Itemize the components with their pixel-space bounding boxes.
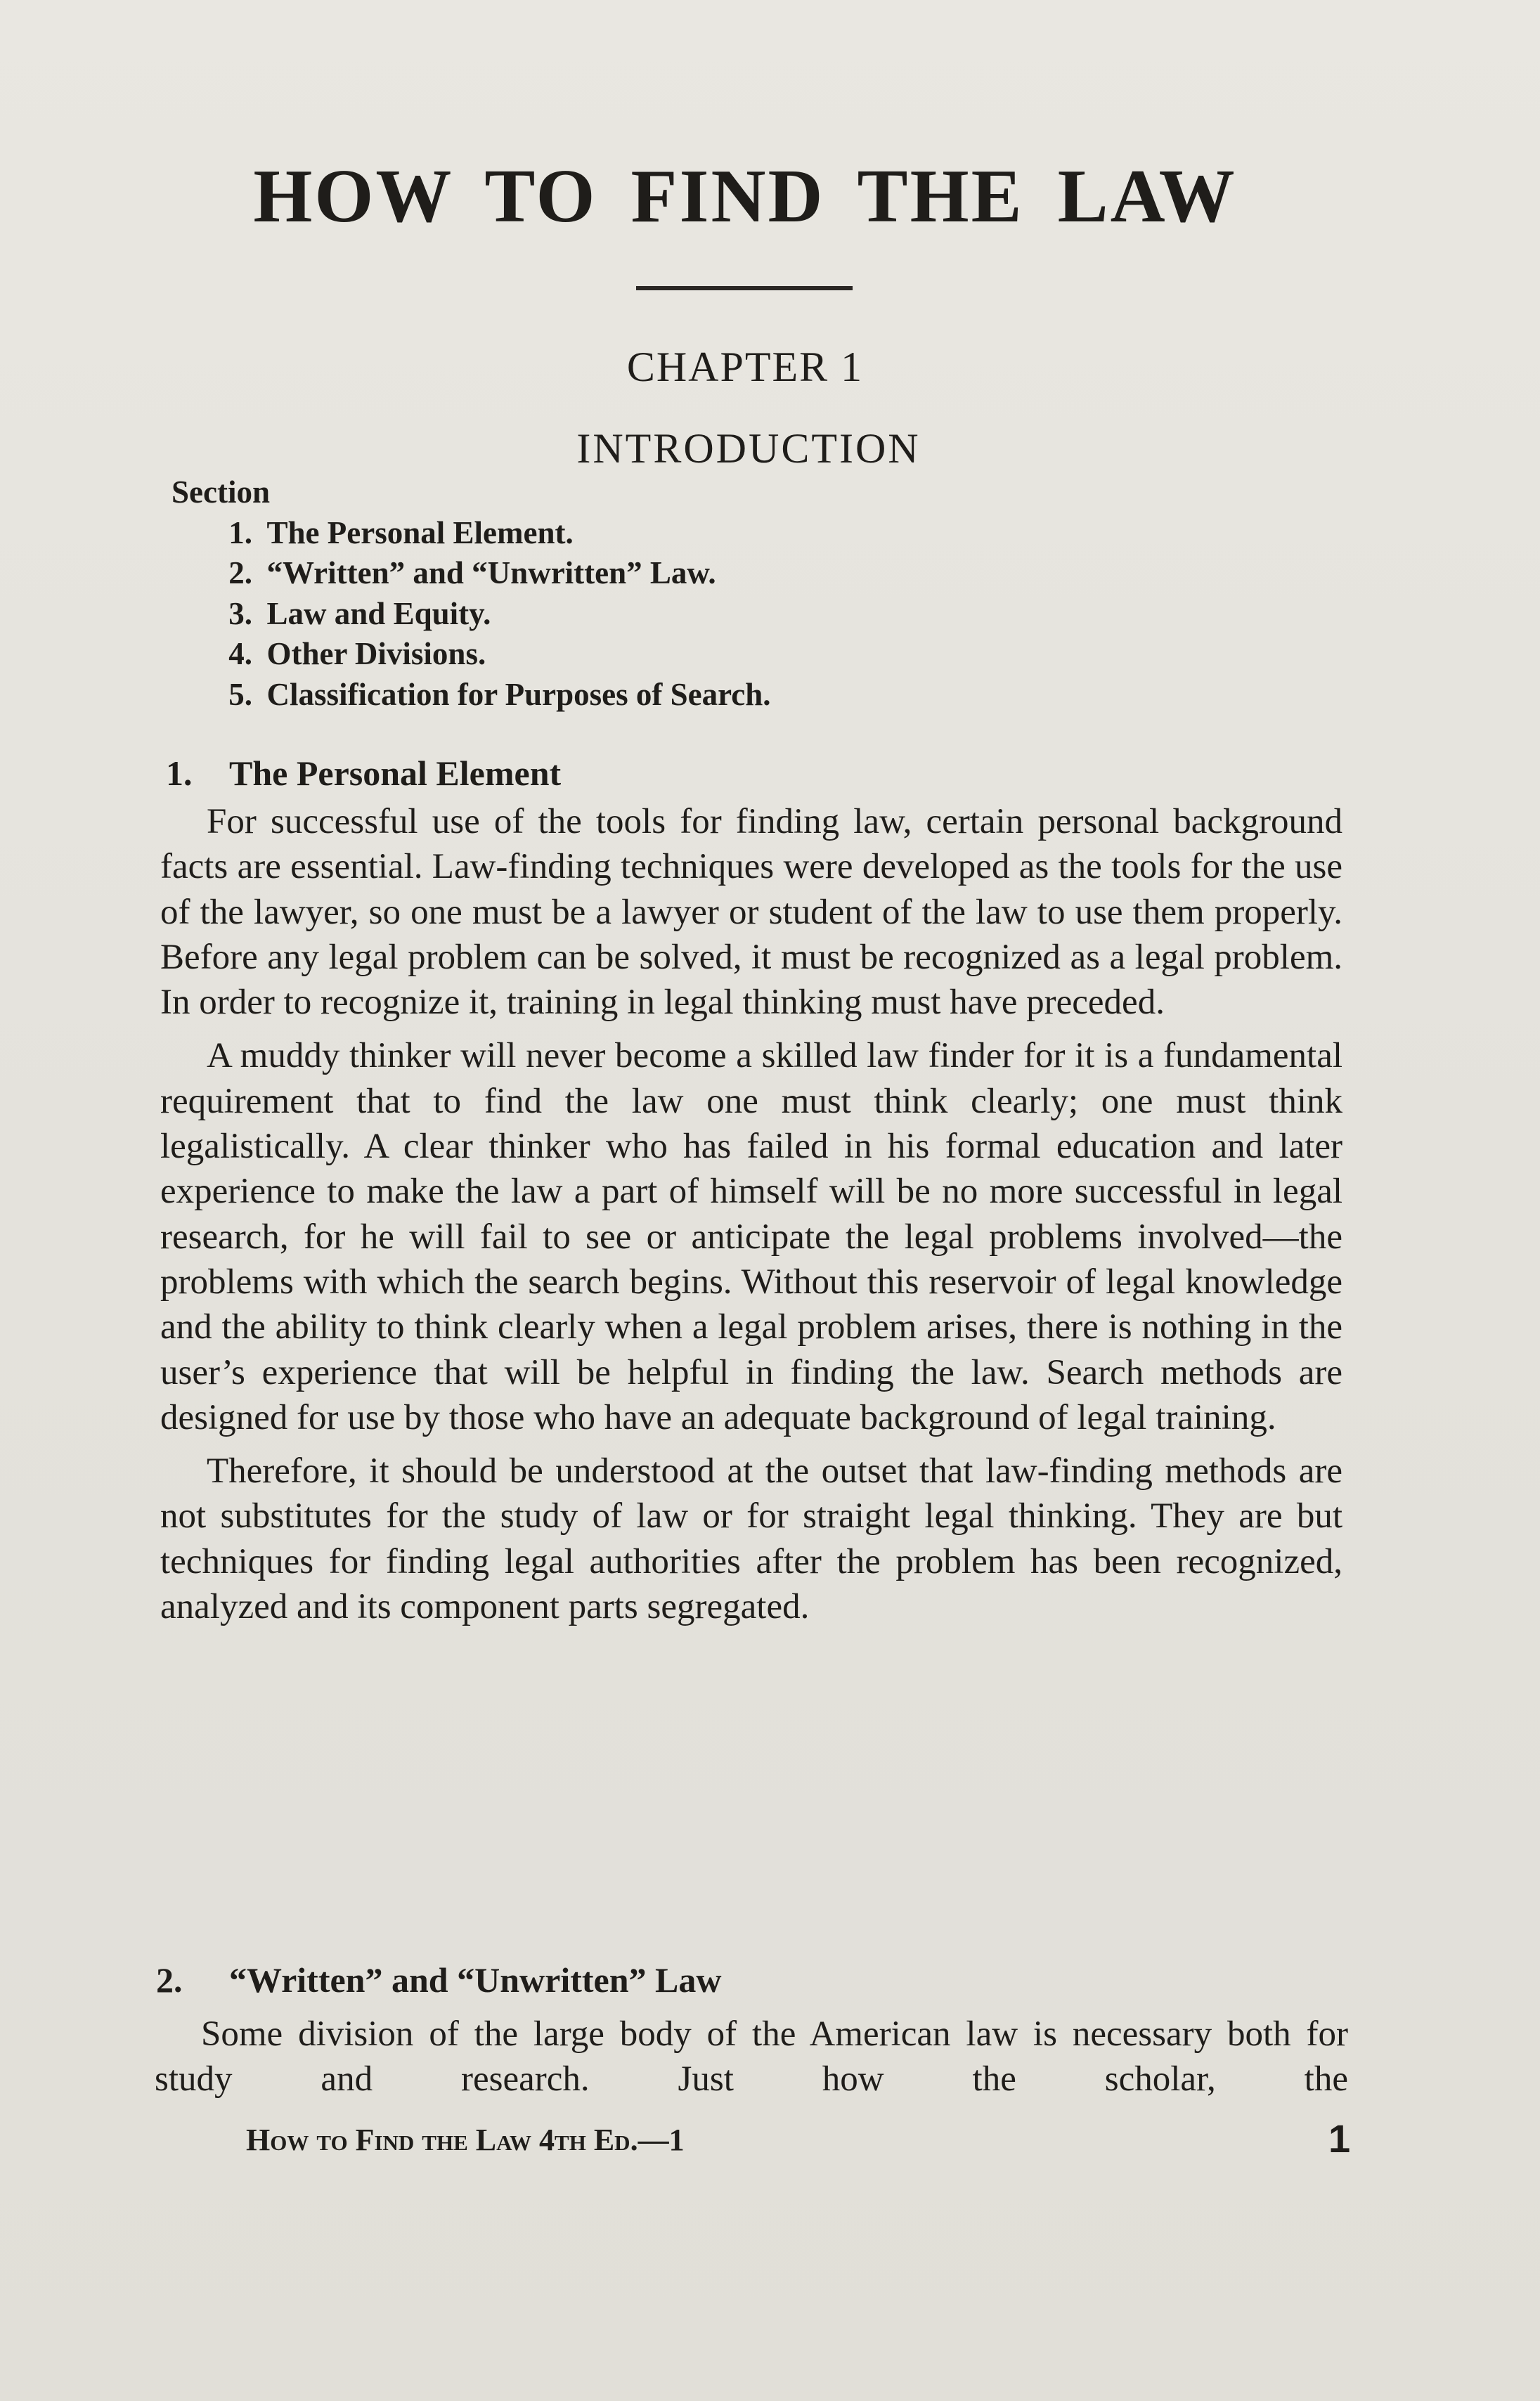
section-outline-number: 1. (228, 514, 252, 550)
section-1-body (160, 799, 1342, 1629)
section-outline-item (172, 634, 771, 675)
section-outline-label: Classification for Purposes of Search. (266, 676, 771, 712)
section-outline-heading: Section (172, 474, 270, 510)
section-outline-item (172, 553, 771, 594)
title-divider (636, 286, 853, 290)
section-title: “Written” and “Unwritten” Law (229, 1960, 722, 2000)
section-1-heading (166, 751, 561, 796)
section-outline-label: The Personal Element. (266, 514, 574, 550)
section-outline-list (172, 513, 771, 716)
paragraph: Some division of the large body of the American law is necessary both for study and research. Just how the scholar, the (155, 2014, 1348, 2099)
chapter-title: INTRODUCTION (576, 425, 921, 472)
section-outline-label: Law and Equity. (266, 595, 491, 631)
section-title: The Personal Element (229, 753, 562, 793)
page-number: 1 (1328, 2116, 1351, 2161)
section-outline-label: Other Divisions. (266, 636, 486, 671)
section-outline (172, 472, 771, 715)
section-outline-item (172, 513, 771, 554)
section-outline-number: 5. (228, 676, 252, 712)
running-footer: How to Find the Law 4th Ed.—1 (246, 2123, 685, 2157)
section-outline-item (172, 675, 771, 716)
section-outline-label: “Written” and “Unwritten” Law. (266, 555, 716, 590)
paragraph: Therefore, it should be understood at the outset that law-finding methods are not substitutes for the study of law or for straight legal thinking. They are but techniques for finding legal authorities after the problem has been recognized, analyzed and its component parts segregated. (160, 1451, 1342, 1627)
section-outline-number: 2. (228, 555, 252, 590)
section-number: 2. (156, 1960, 183, 2000)
paragraph: For successful use of the tools for finding law, certain personal background facts are essential. Law-finding techniques were developed as the tools for the use of the lawyer, so one must be a lawyer or student of the law to use them properly. Before any legal problem can be solved, it must be recognized as a legal problem. In order to recognize it, training in legal thinking must have preceded. (160, 802, 1342, 1023)
section-outline-number: 3. (228, 595, 252, 631)
paragraph: A muddy thinker will never become a skilled law finder for it is a fundamental requirement that to find the law one must think clearly; one must think legalistically. A clear thinker who has failed in his formal education and later experience to make the law a part of himself will be no more successful in legal research, for he will fail to see or anticipate the legal problems involved—the problems with which the search begins. Without this reservoir of legal knowledge and the ability to think clearly when a legal problem arises, there is nothing in the user’s experience that will be helpful in finding the law. Search methods are designed for use by those who have an adequate background of legal training. (160, 1036, 1342, 1437)
section-outline-number: 4. (228, 636, 252, 671)
section-outline-item (172, 594, 771, 635)
chapter-number: CHAPTER 1 (626, 344, 864, 390)
book-title: HOW TO FIND THE LAW (253, 155, 1237, 238)
section-number: 1. (166, 753, 193, 793)
section-2-body (155, 2012, 1348, 2102)
section-2-heading (156, 1957, 721, 2002)
